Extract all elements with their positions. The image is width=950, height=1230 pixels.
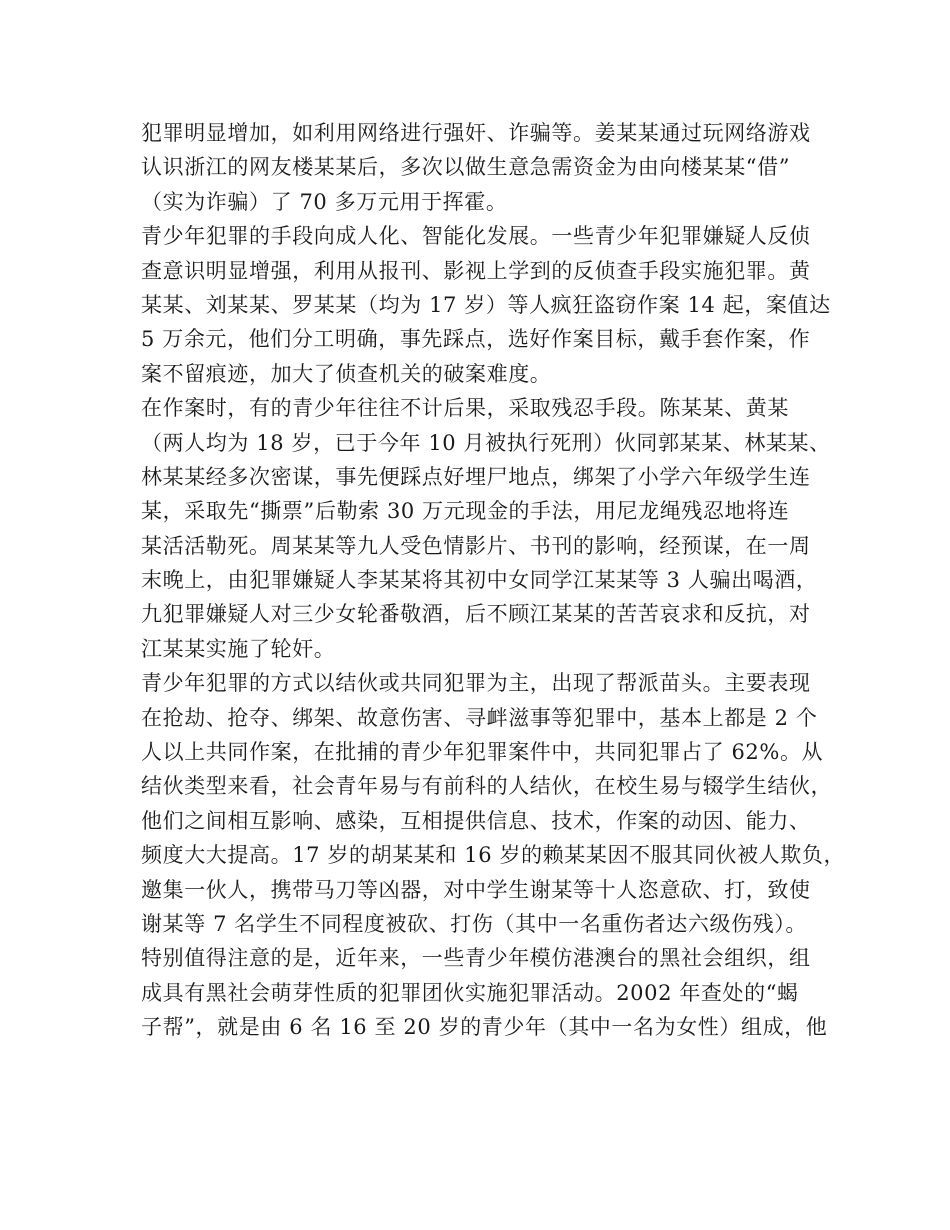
text-line-3: （实为诈骗）了 70 多万元用于挥霍。 (141, 189, 508, 214)
text-line-14: 末晚上，由犯罪嫌疑人李某某将其初中女同学江某某等 3 人骗出喝酒， (141, 568, 818, 593)
text-line-8: 案不留痕迹，加大了侦查机关的破案难度。 (141, 361, 552, 386)
text-line-15: 九犯罪嫌疑人对三少女轮番敬酒，后不顾江某某的苦苦哀求和反抗，对 (141, 602, 811, 627)
text-line-27: 子帮”，就是由 6 名 16 至 20 岁的青少年（其中一名为女性）组成，他 (141, 1015, 828, 1040)
text-line-12: 某，采取先“撕票”后勒索 30 万元现金的手法，用尼龙绳残忍地将连 (141, 499, 790, 524)
text-line-9: 在作案时，有的青少年往往不计后果，采取残忍手段。陈某某、黄某 (141, 396, 789, 421)
text-line-19: 人以上共同作案，在批捕的青少年犯罪案件中，共同犯罪占了 62%。从 (141, 740, 824, 765)
text-line-2: 认识浙江的网友楼某某后，多次以做生意急需资金为由向楼某某“借” (141, 155, 791, 180)
text-line-11: 林某某经多次密谋，事先便踩点好埋尸地点，绑架了小学六年级学生连 (141, 464, 811, 489)
text-line-1: 犯罪明显增加，如利用网络进行强奸、诈骗等。姜某某通过玩网络游戏 (141, 121, 811, 145)
text-line-26: 成具有黑社会萌芽性质的犯罪团伙实施犯罪活动。2002 年查处的“蝎 (141, 980, 799, 1005)
text-line-13: 某活活勒死。周某某等九人受色情影片、书刊的影响，经预谋，在一周 (141, 533, 811, 558)
text-line-21: 他们之间相互影响、感染，互相提供信息、技术，作案的动因、能力、 (141, 808, 811, 833)
text-line-25: 特别值得注意的是，近年来，一些青少年模仿港澳台的黑社会组织，组 (141, 946, 811, 971)
text-line-4: 青少年犯罪的手段向成人化、智能化发展。一些青少年犯罪嫌疑人反侦 (141, 224, 811, 249)
text-line-5: 查意识明显增强，利用从报刊、影视上学到的反侦查手段实施犯罪。黄 (141, 258, 811, 283)
text-line-20: 结伙类型来看，社会青年易与有前科的人结伙，在校生易与辍学生结伙， (141, 774, 833, 799)
text-line-16: 江某某实施了轮奸。 (141, 636, 336, 661)
body-text (141, 116, 846, 1045)
text-line-6: 某某、刘某某、罗某某（均为 17 岁）等人疯狂盗窃作案 14 起，案值达 (141, 292, 831, 317)
text-line-10: （两人均为 18 岁，已于今年 10 月被执行死刑）伙同郭某某、林某某、 (141, 430, 831, 455)
text-line-22: 频度大大提高。17 岁的胡某某和 16 岁的赖某某因不服其同伙被人欺负， (141, 843, 846, 868)
text-line-24: 谢某等 7 名学生不同程度被砍、打伤（其中一名重伤者达六级伤残）。 (141, 911, 808, 936)
text-line-18: 在抢劫、抢夺、绑架、故意伤害、寻衅滋事等犯罪中，基本上都是 2 个 (141, 705, 818, 730)
text-line-23: 邀集一伙人，携带马刀等凶器，对中学生谢某等十人恣意砍、打，致使 (141, 877, 811, 902)
text-line-17: 青少年犯罪的方式以结伙或共同犯罪为主，出现了帮派苗头。主要表现 (141, 671, 811, 696)
text-line-7: 5 万余元，他们分工明确，事先踩点，选好作案目标，戴手套作案，作 (141, 327, 811, 352)
